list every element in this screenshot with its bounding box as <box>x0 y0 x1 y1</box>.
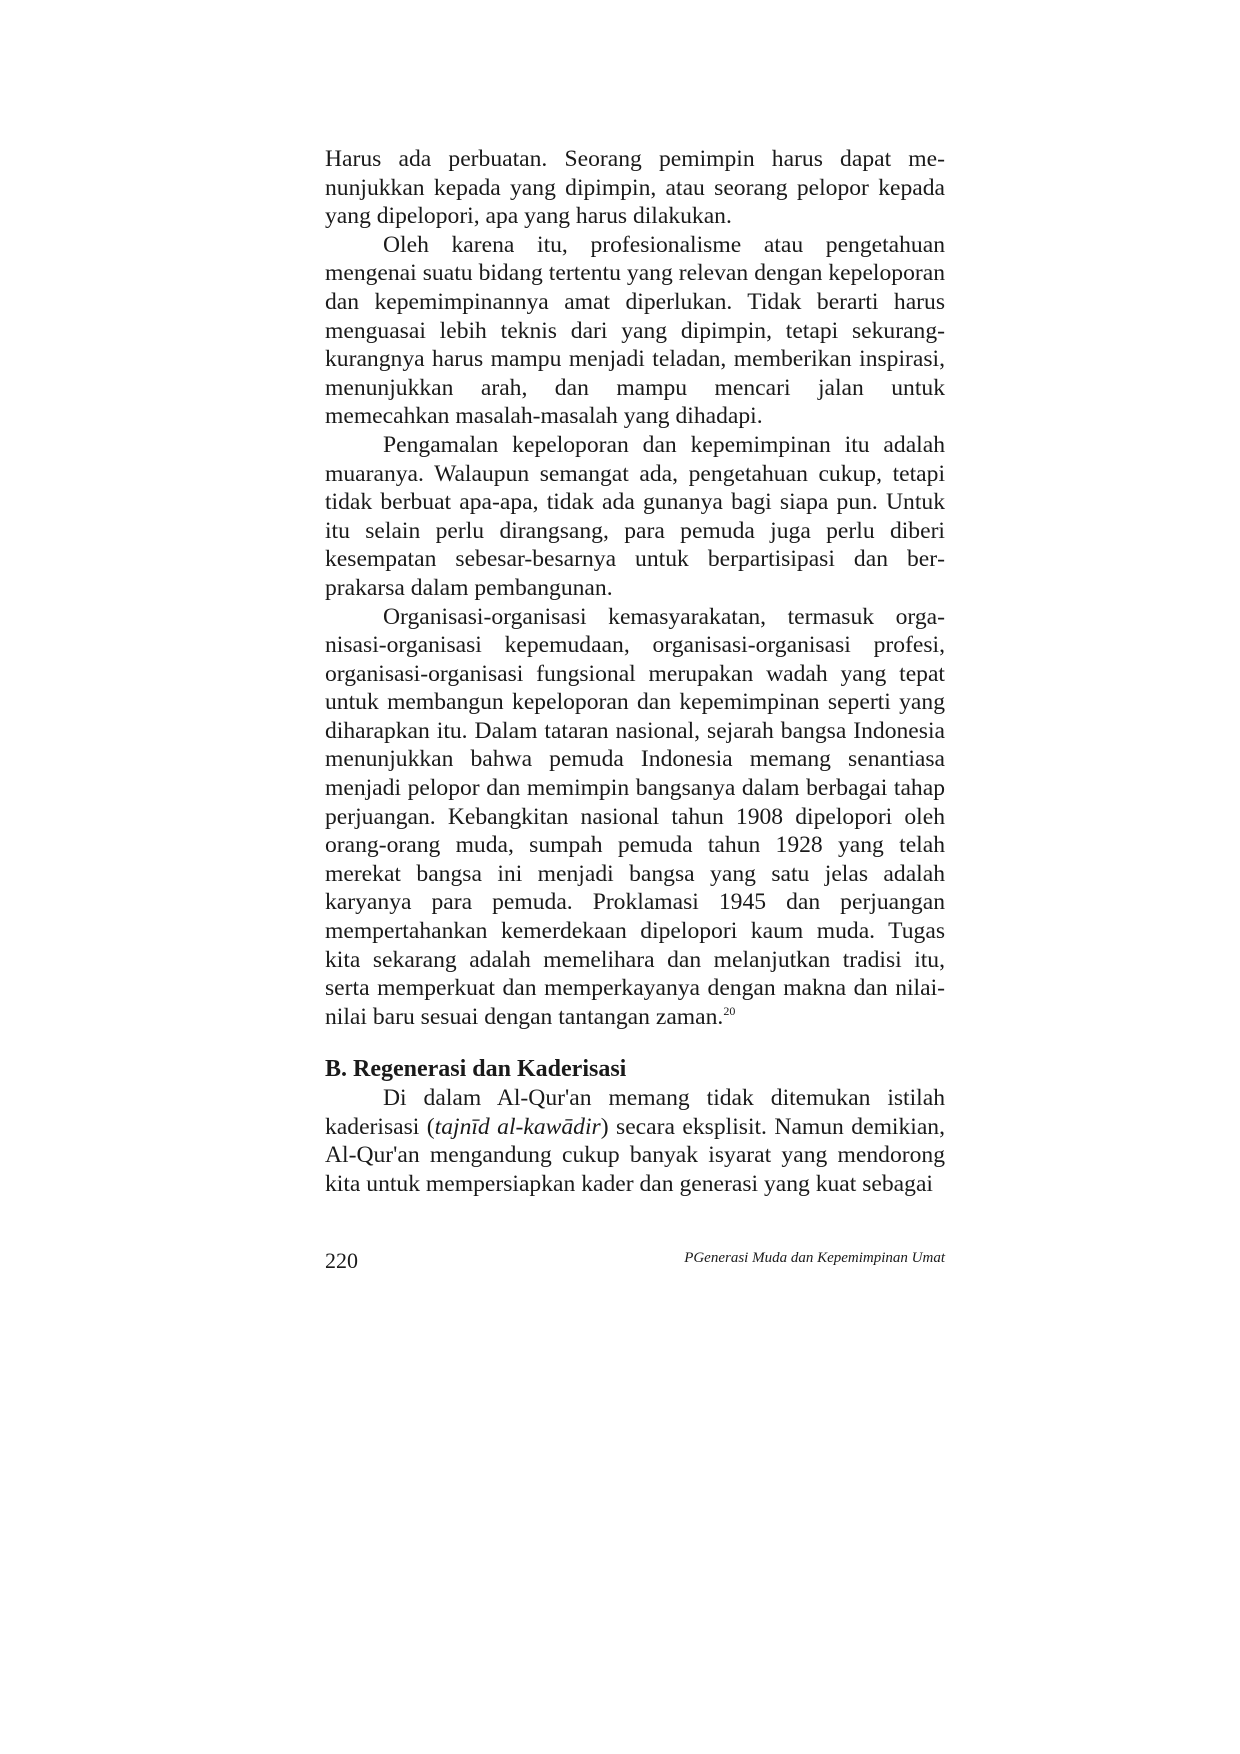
paragraph-3: Pengamalan kepeloporan dan kepemimpinan itu adalah muaranya. Walaupun semangat ada, pengetahuan cukup, tetapi tidak berbuat apa-apa, tidak ada gunanya bagi siapa pun. Untuk itu selain perlu dirangsang, para pemuda juga perlu diberi kesempatan sebesar-besarnya untuk berpartisipasi dan berprakarsa dalam pembangunan. <box>325 431 945 601</box>
paragraph-4 <box>325 603 945 1032</box>
paragraph-1: Harus ada perbuatan. Seorang pemimpin harus dapat menunjukkan kepada yang dipimpin, atau seorang pelopor kepada yang dipelopori, apa yang harus dilakukan. <box>325 146 945 230</box>
page-footer <box>325 1248 945 1278</box>
running-title: PGenerasi Muda dan Kepemimpinan Umat <box>684 1250 945 1266</box>
section-paragraph-end: ) secara eksplisit. Namun demikian, Al-Qur'an mengandung cukup banyak isyarat yang mendorong kita untuk mempersiapkan kader dan generasi yang kuat sebagai <box>325 1113 946 1197</box>
page-body <box>325 145 945 1198</box>
page-number: 220 <box>325 1248 358 1273</box>
section-paragraph <box>325 1084 945 1198</box>
footnote-marker: 20 <box>723 1003 736 1018</box>
section-heading: B. Regenerasi dan Kaderisasi <box>325 1056 627 1083</box>
section-paragraph-start: Di dalam Al-Qur'an memang tidak ditemukan istilah kaderisasi ( <box>325 1085 945 1140</box>
section-paragraph-italic-term: tajnīd al-kawādir <box>434 1113 601 1140</box>
paragraph-4-text: Organisasi-organisasi kemasyarakatan, termasuk organisasi-organisasi kepemudaan, organisasi-organisasi profesi, organisasi-organisasi fungsional merupakan wadah yang tepat untuk membangun kepeloporan dan kepemimpinan seperti yang diharapkan itu. Dalam tataran nasional, sejarah bangsa Indonesia menunjukkan bahwa pemuda Indonesia memang senantiasa menjadi pelopor dan memimpin bangsanya dalam berbagai tahap perjuangan. Kebangkitan nasional tahun 1908 dipelopori oleh orang-orang muda, sumpah pemuda tahun 1928 yang telah merekat bangsa ini menjadi bangsa yang satu jelas adalah karyanya para pemuda. Proklamasi 1945 dan perjuangan mempertahankan kemerdekaan dipelopori kaum muda. Tugas kita sekarang adalah memelihara dan melanjutkan tradisi itu, serta memperkuat dan memperkayanya dengan makna dan nilai-nilai baru sesuai dengan tantangan zaman. <box>325 603 945 1030</box>
paragraph-2: Oleh karena itu, profesionalisme atau pengetahuan mengenai suatu bidang tertentu yang relevan dengan kepeloporan dan kepemimpinannya amat diperlukan. Tidak berarti harus menguasai lebih teknis dari yang dipimpin, tetapi sekurang-kurangnya harus mampu menjadi teladan, memberikan inspirasi, menunjukkan arah, dan mampu mencari jalan untuk memecahkan masalah-masalah yang dihadapi. <box>325 231 945 430</box>
